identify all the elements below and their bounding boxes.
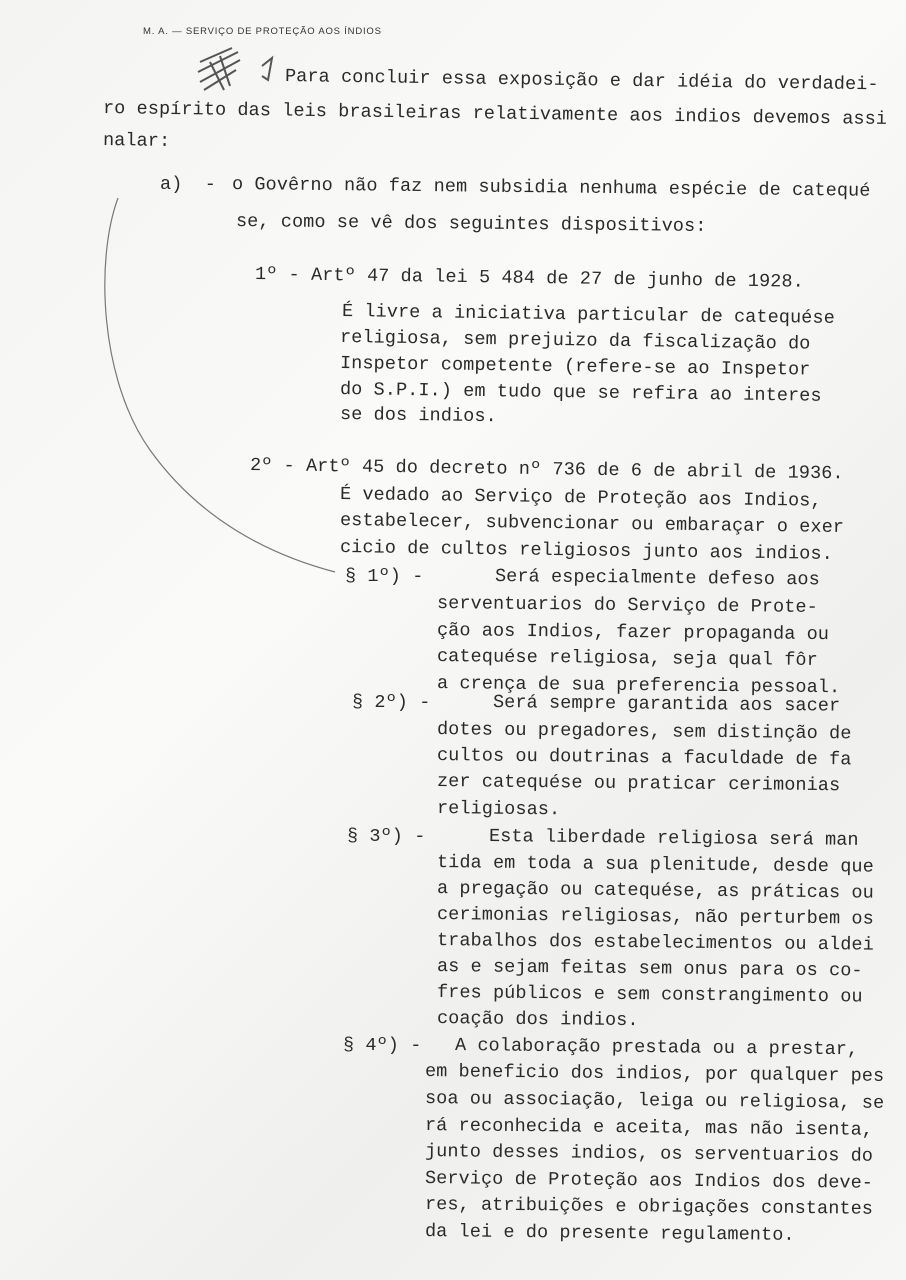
paragraph-label: § 1º) -: [345, 566, 424, 587]
paragraph-line: Será sempre garantida aos sacer: [492, 692, 841, 717]
paragraph-line: soa ou associação, leiga ou religiosa, se: [424, 1088, 885, 1114]
paragraph-line: coação dos indios.: [436, 1008, 639, 1032]
letterhead: M. A. — SERVIÇO DE PROTEÇÃO AOS ÍNDIOS: [143, 26, 382, 37]
paragraph-label: § 2º) -: [352, 692, 431, 713]
paragraph-line: cerimonias religiosas, não perturbem os: [436, 904, 874, 930]
paragraph-line: as e sejam feitas sem onus para os co-: [436, 956, 863, 982]
paragraph-line: a crença de sua preferencia pessoal.: [436, 673, 841, 699]
paragraph-line: a pregação ou catequése, as práticas ou: [436, 878, 874, 904]
paragraph-line: Esta liberdade religiosa será man: [488, 826, 859, 851]
paragraph-line: trabalhos dos estabelecimentos ou aldei: [436, 930, 874, 956]
item-a-line: o Govêrno não faz nem subsidia nenhuma espécie de catequé: [231, 174, 871, 202]
art2-line: É vedado ao Serviço de Proteção aos Indios,: [339, 484, 822, 512]
paragraph-line: Serviço de Proteção aos Indios dos deve-: [424, 1168, 874, 1194]
paragraph-line: cultos ou doutrinas a faculdade de fa: [436, 745, 852, 771]
paragraph-line: Será especialmente defeso aos: [494, 566, 820, 591]
art1-line: do S.P.I.) em tudo que se refira ao interes: [339, 379, 822, 407]
paragraph-line: da lei e do presente regulamento.: [424, 1221, 795, 1246]
paragraph-line: rá reconhecida e aceita, mas não isenta,: [424, 1115, 874, 1141]
art2-heading: 2º - Artº 45 do decreto nº 736 de 6 de abril de 1936.: [249, 455, 844, 485]
pencil-scribble: [198, 48, 272, 90]
art2-line: cicio de cultos religiosos junto aos indios.: [339, 537, 833, 565]
intro-line: nalar:: [102, 130, 171, 152]
paragraph-label: § 3º) -: [347, 826, 426, 847]
paragraph-line: res, atribuições e obrigações constantes: [424, 1194, 874, 1220]
paragraph-label: § 4º) -: [343, 1035, 422, 1056]
pencil-margin-curve: [105, 198, 335, 572]
paragraph-line: catequése religiosa, seja qual fôr: [436, 646, 818, 671]
paragraph-line: zer catequése ou praticar cerimonias: [436, 771, 841, 797]
paragraph-line: em beneficio dos indios, por qualquer pes: [424, 1061, 885, 1087]
intro-line: ro espírito das leis brasileiras relativamente aos indios devemos assi: [102, 98, 888, 130]
art1-heading: 1º - Artº 47 da lei 5 484 de 27 de junho de 1928.: [254, 264, 804, 293]
intro-line: Para concluir essa exposição e dar idéia do verdadei-: [284, 66, 879, 96]
paragraph-line: religiosas.: [436, 798, 561, 821]
art1-line: Inspetor competente (refere-se ao Inspetor: [339, 353, 811, 381]
item-a-label: a) -: [160, 174, 217, 195]
paragraph-line: tida em toda a sua plenitude, desde que: [436, 852, 874, 878]
art2-line: estabelecer, subvencionar ou embaraçar o exer: [339, 510, 845, 539]
art1-line: É livre a iniciativa particular de catequése: [341, 301, 835, 329]
paragraph-line: ção aos Indios, fazer propaganda ou: [436, 620, 830, 646]
paragraph-line: dotes ou pregadores, sem distinção de: [436, 719, 852, 745]
paragraph-line: serventuarios do Serviço de Prote-: [436, 593, 818, 618]
art1-line: religiosa, sem prejuizo da fiscalização do: [339, 327, 811, 355]
paragraph-line: junto desses indios, os serventuarios do: [424, 1141, 874, 1167]
art1-line: se dos indios.: [339, 404, 497, 428]
paragraph-line: fres públicos e sem constrangimento ou: [436, 982, 863, 1008]
item-a-line: se, como se vê dos seguintes dispositivos:: [235, 211, 707, 237]
paragraph-line: A colaboração prestada ou a prestar,: [454, 1035, 859, 1061]
